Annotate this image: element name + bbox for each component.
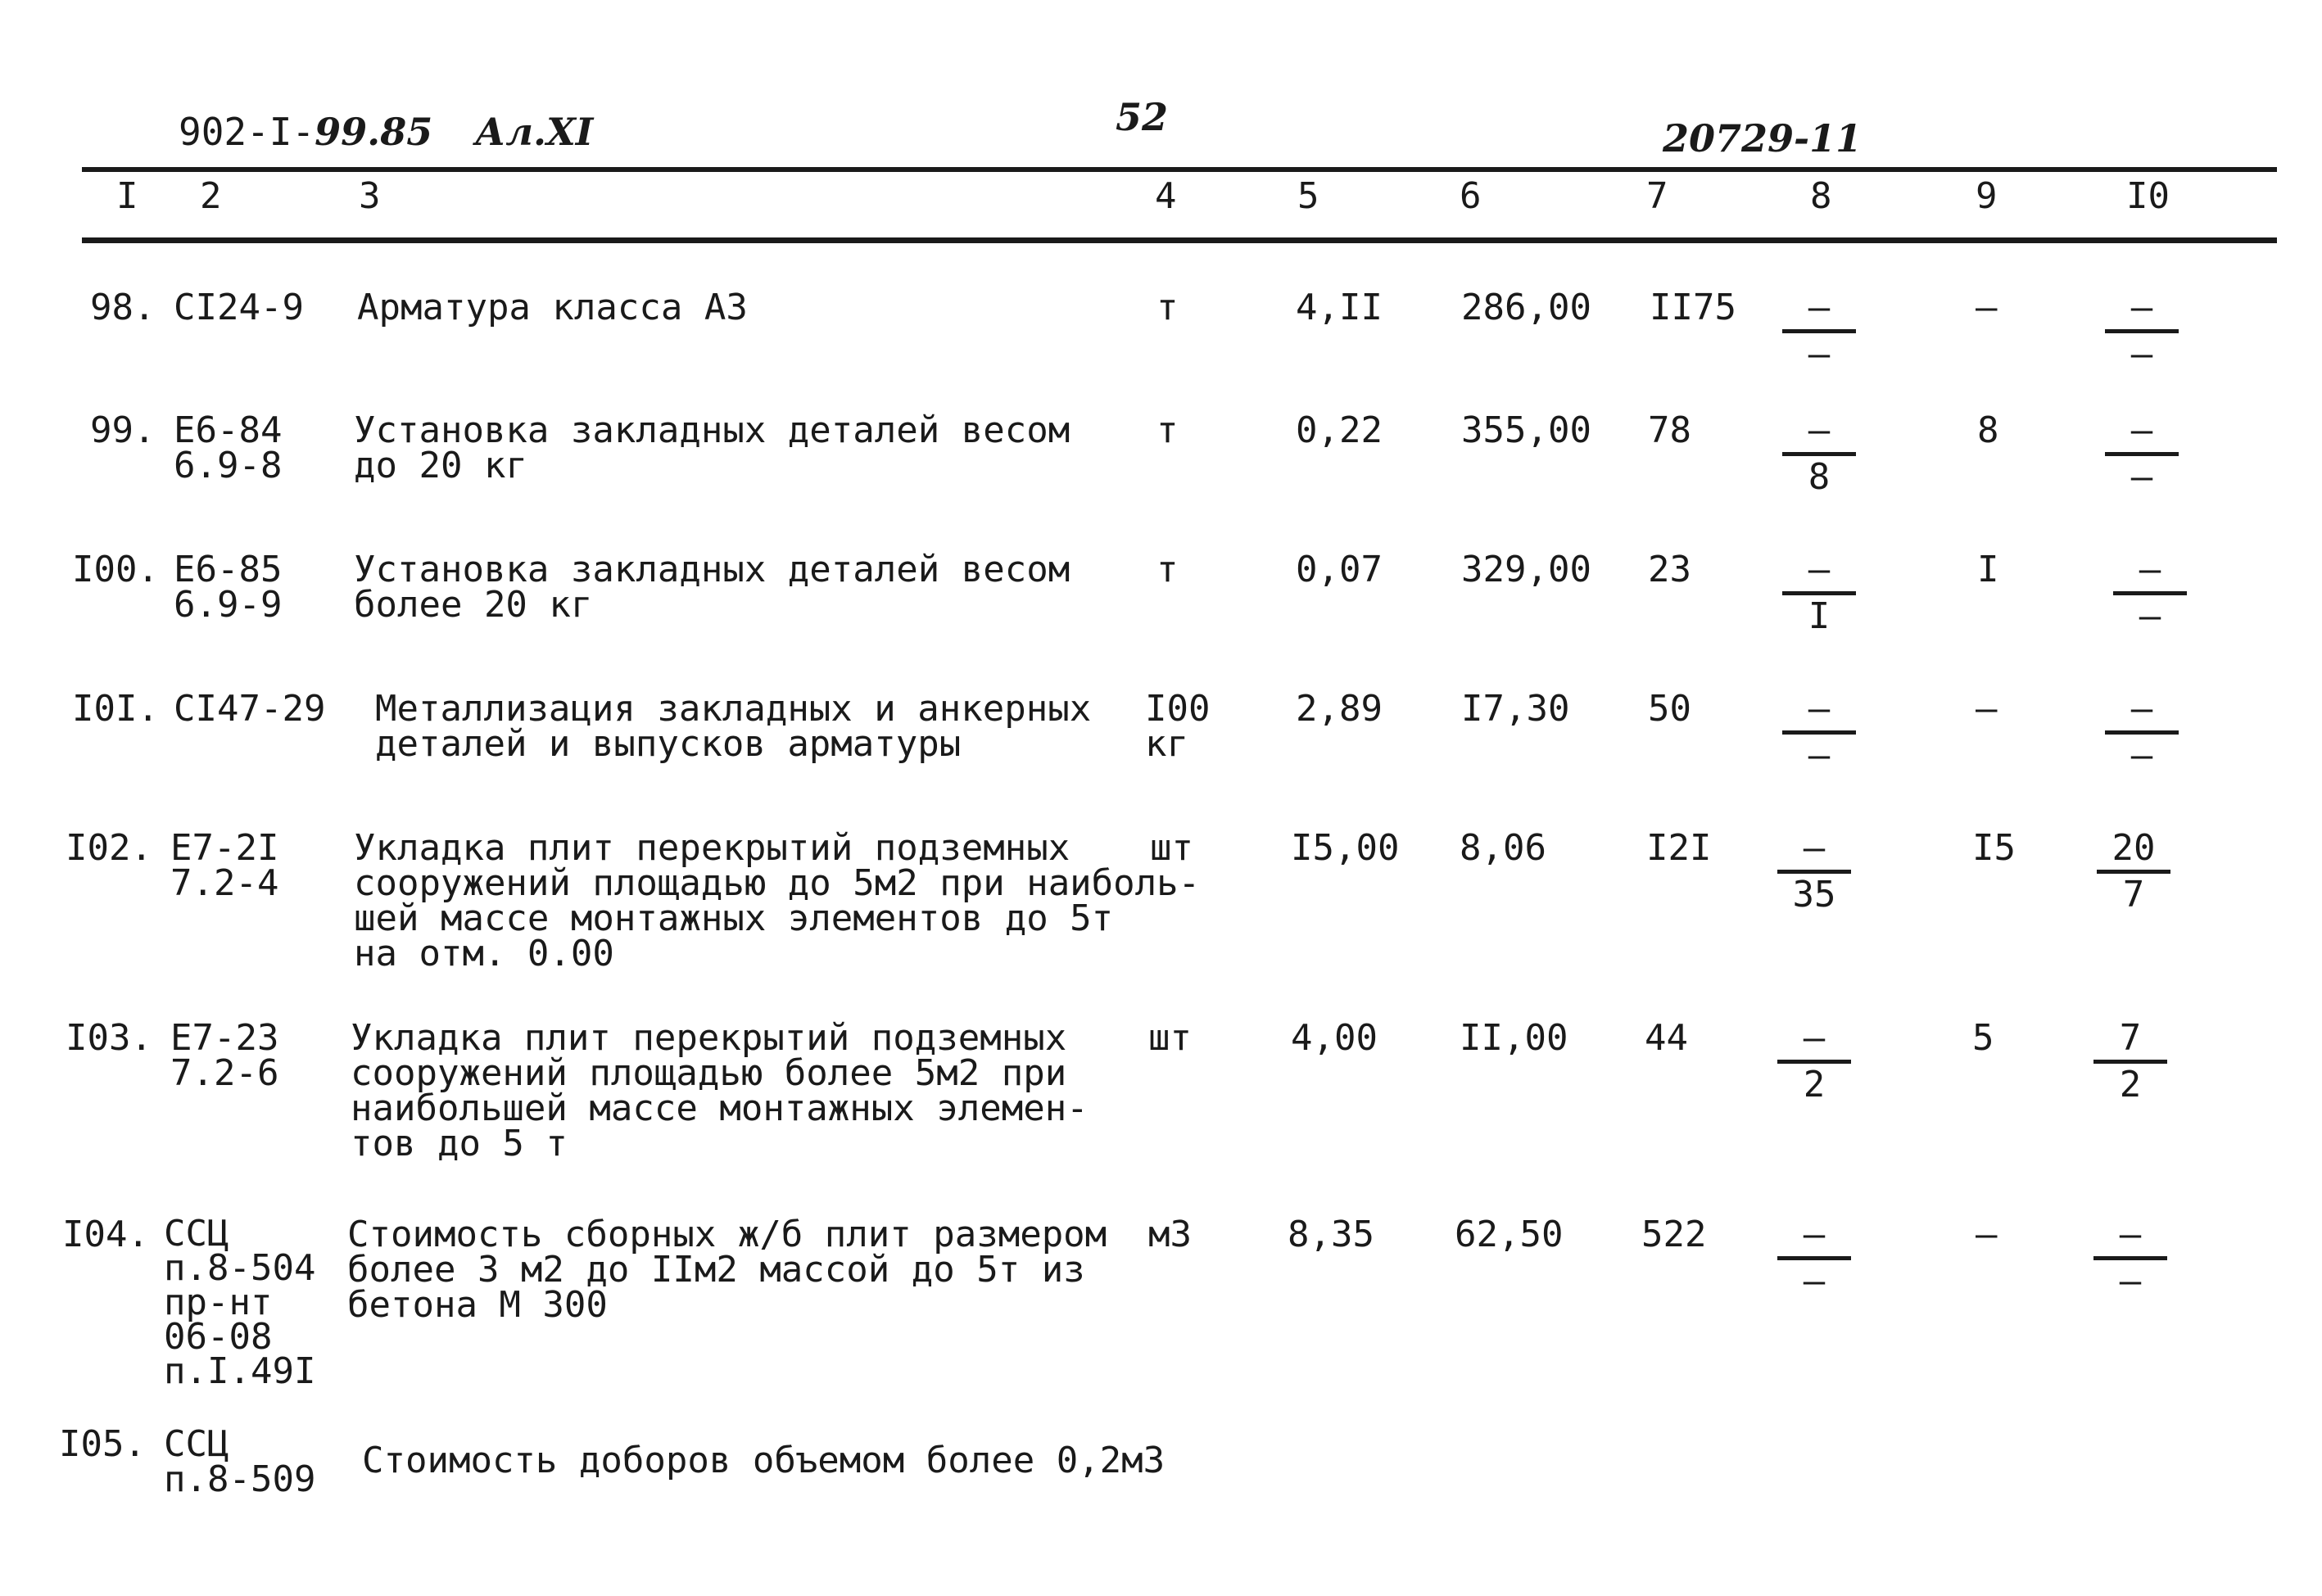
row-description: Металлизация закладных и анкерных деталей и выпусков арматуры bbox=[375, 688, 1092, 765]
row-number: I02. bbox=[66, 827, 152, 869]
col10-denominator: – bbox=[2119, 1260, 2142, 1302]
row-quantity: 0,07 bbox=[1296, 549, 1383, 590]
row-quantity: I5,00 bbox=[1291, 827, 1400, 869]
row-number: I04. bbox=[62, 1214, 149, 1255]
col8-numerator: – bbox=[1808, 409, 1831, 451]
col-6: 6 bbox=[1460, 175, 1482, 217]
col-7: 7 bbox=[1646, 175, 1668, 217]
row-number: 99. bbox=[90, 409, 156, 451]
row-quantity: 2,89 bbox=[1296, 688, 1383, 730]
top-rule bbox=[82, 167, 2277, 172]
col8-denominator: 8 bbox=[1808, 456, 1831, 498]
header-bottom-rule bbox=[82, 237, 2277, 243]
col-5: 5 bbox=[1297, 175, 1319, 217]
row-unit-price: 62,50 bbox=[1455, 1214, 1564, 1255]
col10-denominator: – bbox=[2130, 735, 2153, 776]
col-8: 8 bbox=[1810, 175, 1832, 217]
row-col8-fraction bbox=[1782, 409, 1856, 498]
row-quantity: 0,22 bbox=[1296, 409, 1383, 451]
col10-denominator: – bbox=[2130, 456, 2153, 498]
row-total: 78 bbox=[1648, 409, 1691, 451]
row-col9: – bbox=[1976, 1214, 1998, 1255]
row-col9: 5 bbox=[1972, 1017, 1994, 1059]
sheet-code: 20729-11 bbox=[1663, 116, 1863, 161]
col8-denominator: – bbox=[1808, 333, 1831, 375]
row-quantity: 4,II bbox=[1296, 287, 1383, 328]
album-label: Ал.XI bbox=[474, 110, 594, 154]
row-description: Установка закладных деталей весом до 20 кг bbox=[354, 409, 1070, 486]
row-unit: I00 кг bbox=[1145, 688, 1211, 765]
row-description: Укладка плит перекрытий подземных сооружений площадью более 5м2 при наибольшей массе монтажных элемен- тов до 5 т bbox=[351, 1017, 1089, 1164]
row-col10-fraction bbox=[2097, 827, 2170, 916]
row-col8-fraction bbox=[1782, 549, 1856, 637]
col8-denominator: I bbox=[1808, 595, 1831, 637]
row-unit: шт bbox=[1148, 1017, 1192, 1059]
row-description: Стоимость доборов объемом более 0,2м3 bbox=[362, 1440, 1166, 1481]
row-unit: т bbox=[1156, 287, 1179, 328]
col8-numerator: – bbox=[1803, 1017, 1826, 1059]
row-number: 98. bbox=[90, 287, 156, 328]
row-code: Е7-2I 7.2-4 bbox=[170, 827, 279, 904]
row-unit-price: I7,30 bbox=[1461, 688, 1570, 730]
col10-numerator: – bbox=[2130, 409, 2153, 451]
col10-denominator: 2 bbox=[2119, 1064, 2142, 1105]
col8-numerator: – bbox=[1808, 549, 1831, 590]
row-col9: I5 bbox=[1972, 827, 2016, 869]
row-code: Е6-85 6.9-9 bbox=[174, 549, 283, 626]
row-number: I03. bbox=[66, 1017, 152, 1059]
row-col9: 8 bbox=[1977, 409, 1999, 451]
row-code: CI47-29 bbox=[174, 688, 326, 730]
col8-numerator: – bbox=[1803, 827, 1826, 869]
row-unit-price: 8,06 bbox=[1460, 827, 1546, 869]
row-col8-fraction bbox=[1782, 287, 1856, 375]
col-4: 4 bbox=[1155, 175, 1177, 217]
row-total: I2I bbox=[1646, 827, 1712, 869]
col8-denominator: – bbox=[1803, 1260, 1826, 1302]
row-total: 522 bbox=[1641, 1214, 1707, 1255]
col-3: 3 bbox=[359, 175, 381, 217]
col8-numerator: – bbox=[1808, 287, 1831, 328]
col8-denominator: 35 bbox=[1792, 874, 1836, 916]
page-number: 52 bbox=[1116, 95, 1169, 139]
row-col8-fraction bbox=[1782, 688, 1856, 776]
col8-denominator: – bbox=[1808, 735, 1831, 776]
row-code: CI24-9 bbox=[174, 287, 304, 328]
row-unit: шт bbox=[1150, 827, 1193, 869]
row-description: Установка закладных деталей весом более 20 кг bbox=[354, 549, 1070, 626]
row-col10-fraction bbox=[2105, 409, 2179, 498]
row-total: II75 bbox=[1650, 287, 1736, 328]
row-col10-fraction bbox=[2093, 1214, 2167, 1302]
row-total: 44 bbox=[1645, 1017, 1688, 1059]
row-col10-fraction bbox=[2113, 549, 2187, 637]
col10-numerator: – bbox=[2119, 1214, 2142, 1255]
row-number: I00. bbox=[72, 549, 159, 590]
row-col9: – bbox=[1976, 688, 1998, 730]
row-number: I0I. bbox=[72, 688, 159, 730]
row-unit: т bbox=[1156, 549, 1179, 590]
row-unit-price: 286,00 bbox=[1461, 287, 1591, 328]
col-2: 2 bbox=[200, 175, 222, 217]
row-unit-price: II,00 bbox=[1460, 1017, 1568, 1059]
col10-numerator: – bbox=[2139, 549, 2161, 590]
row-unit-price: 355,00 bbox=[1461, 409, 1591, 451]
col-10: I0 bbox=[2126, 175, 2170, 217]
row-quantity: 8,35 bbox=[1288, 1214, 1374, 1255]
row-col9: I bbox=[1977, 549, 1999, 590]
col8-numerator: – bbox=[1803, 1214, 1826, 1255]
doc-code-handwritten: 99.85 bbox=[315, 110, 433, 154]
row-description: Укладка плит перекрытий подземных сооружений площадью до 5м2 при наиболь- шей массе монтажных элементов до 5т на отм. 0.00 bbox=[354, 827, 1201, 974]
col-9: 9 bbox=[1976, 175, 1998, 217]
row-description: Арматура класса А3 bbox=[357, 287, 748, 328]
col8-numerator: – bbox=[1808, 688, 1831, 730]
row-col10-fraction bbox=[2105, 287, 2179, 375]
col10-numerator: 7 bbox=[2119, 1017, 2142, 1059]
col10-numerator: – bbox=[2130, 287, 2153, 328]
row-description: Стоимость сборных ж/б плит размером более 3 м2 до IIм2 массой до 5т из бетона М 300 bbox=[347, 1214, 1107, 1326]
col8-denominator: 2 bbox=[1803, 1064, 1826, 1105]
row-col9: – bbox=[1976, 287, 1998, 328]
row-code: Е7-23 7.2-6 bbox=[170, 1017, 279, 1094]
row-code: Е6-84 6.9-8 bbox=[174, 409, 283, 486]
row-number: I05. bbox=[59, 1423, 146, 1465]
row-code: ССЦ п.8-504 пр-нт 06-08 п.I.49I bbox=[164, 1213, 316, 1392]
row-col8-fraction bbox=[1777, 1214, 1851, 1302]
row-unit: м3 bbox=[1148, 1214, 1192, 1255]
col10-denominator: 7 bbox=[2122, 874, 2145, 916]
row-code: ССЦ п.8-509 bbox=[164, 1423, 316, 1500]
row-unit-price: 329,00 bbox=[1461, 549, 1591, 590]
col10-denominator: – bbox=[2130, 333, 2153, 375]
row-total: 50 bbox=[1648, 688, 1691, 730]
row-col10-fraction bbox=[2105, 688, 2179, 776]
row-col8-fraction bbox=[1777, 827, 1851, 916]
row-quantity: 4,00 bbox=[1291, 1017, 1378, 1059]
doc-code bbox=[179, 110, 593, 154]
row-unit: т bbox=[1156, 409, 1179, 451]
row-col8-fraction bbox=[1777, 1017, 1851, 1105]
row-col10-fraction bbox=[2093, 1017, 2167, 1105]
col10-numerator: 20 bbox=[2112, 827, 2156, 869]
doc-code-prefix: 902-I- bbox=[179, 110, 315, 154]
col10-denominator: – bbox=[2139, 595, 2161, 637]
col10-numerator: – bbox=[2130, 688, 2153, 730]
row-total: 23 bbox=[1648, 549, 1691, 590]
col-1: I bbox=[116, 175, 138, 217]
